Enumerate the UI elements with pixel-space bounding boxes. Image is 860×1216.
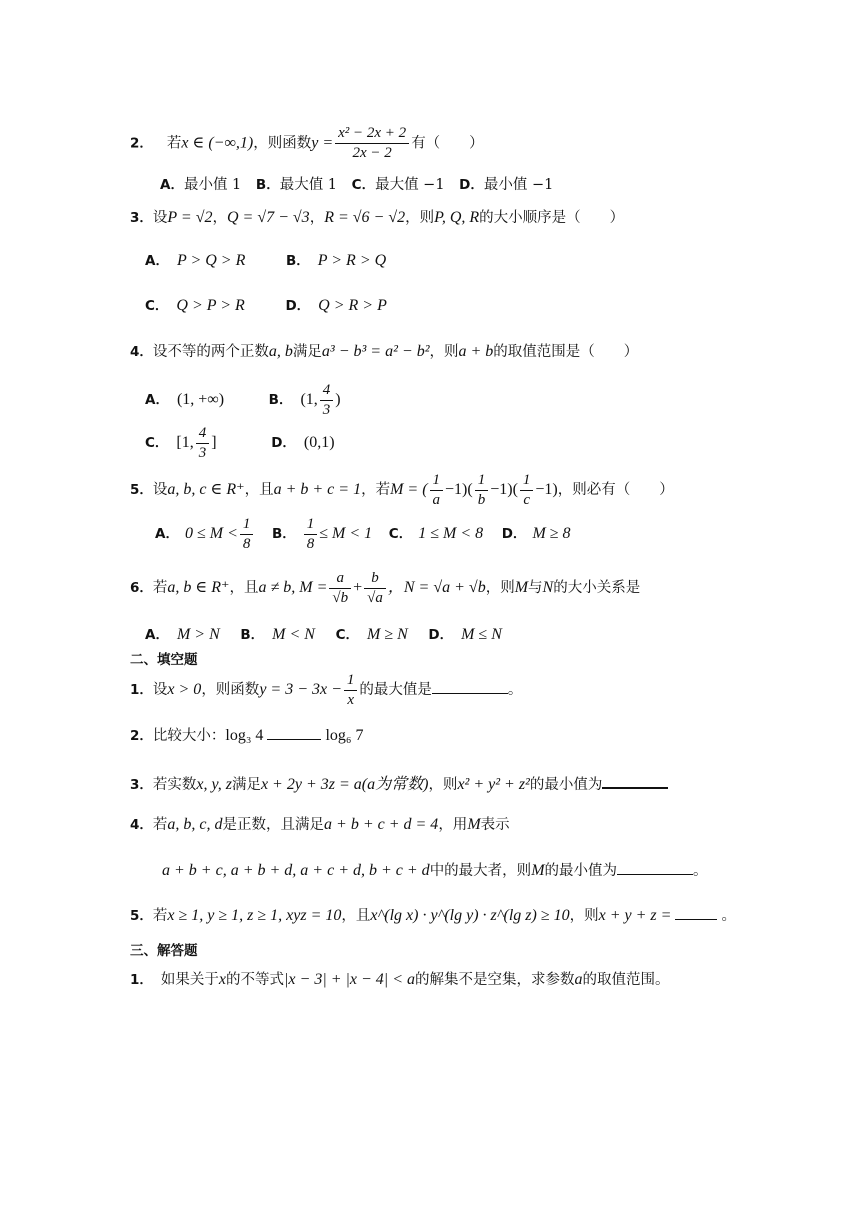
math-expression: M [467, 816, 481, 833]
question-text: 若 [152, 580, 168, 596]
option-text: Q > P > R [176, 297, 245, 314]
fraction-numerator: 1 [520, 471, 534, 491]
math-expression: + [353, 579, 363, 596]
fraction [520, 471, 534, 510]
math-expression: a + b + c + d = 4 [324, 816, 439, 833]
question-text: 设不等的两个正数 [152, 344, 269, 360]
fill-question-1 [130, 668, 522, 712]
question-2 [130, 124, 484, 163]
question-text: ，若 [361, 482, 391, 498]
answer-blank[interactable] [267, 725, 321, 740]
question-text: 的最小值为 [544, 863, 618, 879]
math-expression: y = 3 − 3x − [259, 681, 342, 698]
option-text: 0 ≤ M < [184, 525, 238, 542]
question-text: 满足 [292, 344, 322, 360]
fill-question-4-line2 [162, 860, 708, 881]
question-text: ，且 [341, 908, 371, 924]
answer-blank[interactable] [617, 860, 693, 875]
fraction-denominator: 2x − 2 [352, 145, 392, 161]
math-expression: x ≥ 1, y ≥ 1, z ≥ 1, xyz = 10 [167, 907, 342, 924]
question-text: ，则函数 [253, 135, 312, 152]
math-expression: a, b ∈ R⁺ [167, 579, 230, 596]
question-3-options-row2 [145, 296, 387, 316]
question-text: 中的最大者，则 [429, 863, 532, 879]
fraction-numerator: 1 [475, 471, 489, 491]
fraction-denominator: 8 [242, 535, 251, 552]
math-expression: a [574, 971, 583, 988]
question-text: 表示 [480, 817, 510, 833]
question-number: 2． [130, 135, 153, 152]
fill-question-3 [130, 773, 668, 795]
option-text: ≤ M < 1 [319, 525, 373, 542]
option-text: M ≥ N [366, 626, 408, 643]
section-heading-solutions: 三、解答题 [130, 943, 198, 959]
math-expression: x [218, 971, 227, 988]
math-expression: a ≠ b, M = [258, 579, 328, 596]
option-text: (1, +∞) [176, 391, 225, 408]
answer-blank[interactable] [432, 679, 508, 694]
question-number: 2． [130, 728, 153, 744]
question-text: 满足 [231, 777, 261, 793]
question-4-options-row1 [145, 378, 341, 422]
question-text: ，用 [438, 817, 468, 833]
question-4 [130, 342, 638, 362]
question-6-options [145, 625, 502, 645]
fraction-numerator: 4 [320, 381, 334, 401]
question-3-options-row1 [145, 251, 386, 271]
option-label: B． [271, 526, 296, 542]
question-text: 若 [166, 135, 182, 152]
fraction [430, 471, 444, 510]
section-heading-fill-in: 二、填空题 [130, 652, 198, 668]
question-text: 的取值范围是（ ） [493, 344, 639, 360]
question-text: 的不等式 [226, 972, 285, 988]
option-label: D． [428, 627, 454, 643]
answer-blank[interactable] [602, 773, 668, 789]
fraction-numerator: a [329, 569, 351, 589]
option-label: C． [335, 627, 359, 643]
fraction-denominator: a [432, 491, 441, 508]
question-6 [130, 566, 640, 610]
math-expression: a, b [268, 343, 293, 360]
question-number: 1． [130, 682, 153, 698]
math-expression: N [542, 579, 554, 596]
option-text: P > Q > R [176, 252, 246, 269]
question-text: 比较大小： [152, 728, 226, 744]
option-label: C． [145, 298, 169, 314]
question-text: ，且 [244, 482, 274, 498]
question-text: 的大小顺序是（ ） [479, 210, 625, 226]
question-text: 设 [152, 482, 168, 498]
fraction-denominator: x [347, 691, 354, 708]
fraction-numerator: 1 [430, 471, 444, 491]
fraction-denominator: 3 [198, 444, 207, 461]
math-expression: x, y, z [196, 776, 232, 793]
math-expression: a, b, c ∈ R⁺ [167, 481, 245, 498]
fraction-denominator: 3 [322, 401, 331, 418]
math-expression: x + 2y + 3z = a(a为常数) [260, 776, 429, 793]
option-text: (1, [300, 391, 318, 408]
question-text: ，且 [229, 580, 259, 596]
question-text: 设 [152, 210, 168, 226]
fraction-denominator: 8 [306, 535, 315, 552]
math-expression: Q = √7 − √3 [226, 209, 310, 226]
question-text: 。 [693, 863, 708, 879]
question-text: 是正数，且满足 [222, 817, 325, 833]
option-text: 最小值 −1 [483, 177, 554, 193]
question-text: 的最小值为 [529, 777, 603, 793]
question-text: ，则必有（ ） [557, 482, 674, 498]
question-text: ，则 [405, 210, 435, 226]
question-text: ，则函数 [201, 682, 260, 698]
fraction [344, 671, 358, 710]
option-label: C． [388, 526, 413, 542]
fraction [304, 515, 318, 554]
question-3: 3．设P = √2，Q = √7 − √3，R = √6 − √2，则P, Q, R的大小顺序是（ ） [130, 209, 625, 226]
option-text: 最小值 1 [183, 177, 242, 193]
option-text: 最大值 −1 [375, 177, 445, 193]
option-label: A． [145, 627, 169, 643]
option-label: A． [155, 526, 179, 542]
math-expression: −1)( [445, 481, 473, 498]
math-expression: ，N = √a + √b [387, 579, 486, 596]
question-text: 的解集不是空集，求参数 [415, 972, 575, 988]
math-expression: x² + y² + z² [457, 776, 530, 793]
fraction [320, 381, 334, 420]
fraction-numerator: 4 [196, 424, 210, 444]
fraction-numerator: 1 [304, 515, 318, 535]
question-text: ，则 [485, 580, 515, 596]
question-5-options [155, 512, 571, 556]
question-text: 。 [507, 682, 523, 698]
option-label: B． [240, 627, 265, 643]
question-text: 的最大值是 [359, 682, 432, 698]
fraction [329, 569, 351, 608]
math-expression: |x − 3| + |x − 4| < a [284, 971, 415, 988]
option-text: ) [335, 391, 341, 408]
question-number: 4． [130, 817, 153, 833]
option-label: D． [285, 298, 311, 314]
question-text: ，则 [428, 777, 458, 793]
solution-question-1 [130, 970, 670, 990]
question-number: 3． [130, 777, 153, 793]
fill-question-5 [130, 905, 736, 926]
math-expression: x^(lg x) · y^(lg y) · z^(lg z) ≥ 10 [370, 907, 570, 924]
question-number: 4． [130, 344, 153, 360]
option-text: M ≤ N [461, 626, 502, 643]
math-expression: log₃ 4 [225, 727, 264, 744]
math-expression: a + b [458, 343, 494, 360]
question-text: 。 [721, 908, 736, 924]
option-text: (0,1) [303, 434, 335, 451]
question-2-options [160, 175, 553, 195]
math-expression: M [531, 862, 545, 879]
math-expression: a³ − b³ = a² − b² [321, 343, 430, 360]
math-condition: x ∈ (−∞,1) [181, 134, 254, 152]
fill-question-4 [130, 815, 510, 835]
fraction-numerator: 1 [240, 515, 254, 535]
question-text: 若 [152, 908, 168, 924]
fraction-numerator: b [364, 569, 386, 589]
fraction-numerator: 1 [344, 671, 358, 691]
fraction-denominator: √a [367, 589, 383, 606]
question-5 [130, 468, 674, 512]
math-expression: x > 0 [167, 681, 202, 698]
answer-blank[interactable] [675, 905, 717, 920]
option-label: B． [285, 253, 310, 269]
math-expression: P = √2 [167, 209, 213, 226]
option-text: ] [211, 434, 217, 451]
option-label: B． [255, 177, 280, 193]
option-label: D． [271, 435, 296, 451]
fraction-denominator: c [523, 491, 530, 508]
math-expression: −1)( [490, 481, 518, 498]
option-label: A． [145, 253, 169, 269]
question-4-options-row2 [145, 421, 335, 465]
question-text: 设 [152, 682, 168, 698]
option-text: M ≥ 8 [532, 525, 571, 542]
question-text: 的大小关系是 [553, 580, 641, 596]
option-label: D． [501, 526, 527, 542]
fraction-denominator: b [477, 491, 486, 508]
math-lhs: y = [311, 134, 334, 152]
option-text: Q > R > P [318, 297, 387, 314]
math-expression: a + b + c = 1 [273, 481, 362, 498]
math-expression: −1) [535, 481, 558, 498]
fill-question-2 [130, 725, 363, 746]
question-text: 若实数 [152, 777, 197, 793]
math-expression: a + b + c, a + b + d, a + c + d, b + c + d [162, 862, 430, 879]
option-label: D． [459, 177, 484, 193]
fraction [196, 424, 210, 463]
fraction [475, 471, 489, 510]
option-label: C． [145, 435, 169, 451]
option-label: B． [268, 392, 293, 408]
question-text: 的取值范围。 [582, 972, 670, 988]
math-expression: P, Q, R [434, 209, 480, 226]
math-expression: M = ( [390, 481, 428, 498]
option-text: [1, [176, 434, 194, 451]
question-text: 与 [528, 580, 543, 596]
math-expression: log₆ 7 [325, 727, 364, 744]
fraction-denominator: √b [332, 589, 349, 606]
question-text: 有（ ） [411, 135, 484, 152]
question-text: ，则 [429, 344, 459, 360]
option-label: A． [160, 177, 184, 193]
fraction [335, 124, 409, 163]
fraction-numerator: x² − 2x + 2 [335, 124, 409, 144]
question-number: 1． [130, 972, 153, 988]
option-text: P > R > Q [317, 252, 387, 269]
option-text: M > N [176, 626, 220, 643]
math-expression: x + y + z = [598, 907, 672, 924]
math-expression: R = √6 − √2 [324, 209, 406, 226]
question-number: 5． [130, 482, 153, 498]
question-text: 若 [152, 817, 168, 833]
option-text: 1 ≤ M < 8 [418, 525, 484, 542]
question-number: 5． [130, 908, 153, 924]
math-expression: a, b, c, d [167, 816, 223, 833]
option-text: M < N [272, 626, 315, 643]
option-text: 最大值 1 [279, 177, 338, 193]
fraction [364, 569, 386, 608]
question-number: 3． [130, 210, 153, 226]
option-label: A． [145, 392, 169, 408]
question-number: 6． [130, 580, 153, 596]
question-text: 如果关于 [160, 972, 219, 988]
question-text: ，则 [569, 908, 599, 924]
fraction [240, 515, 254, 554]
option-label: C． [351, 177, 376, 193]
math-expression: M [514, 579, 529, 596]
